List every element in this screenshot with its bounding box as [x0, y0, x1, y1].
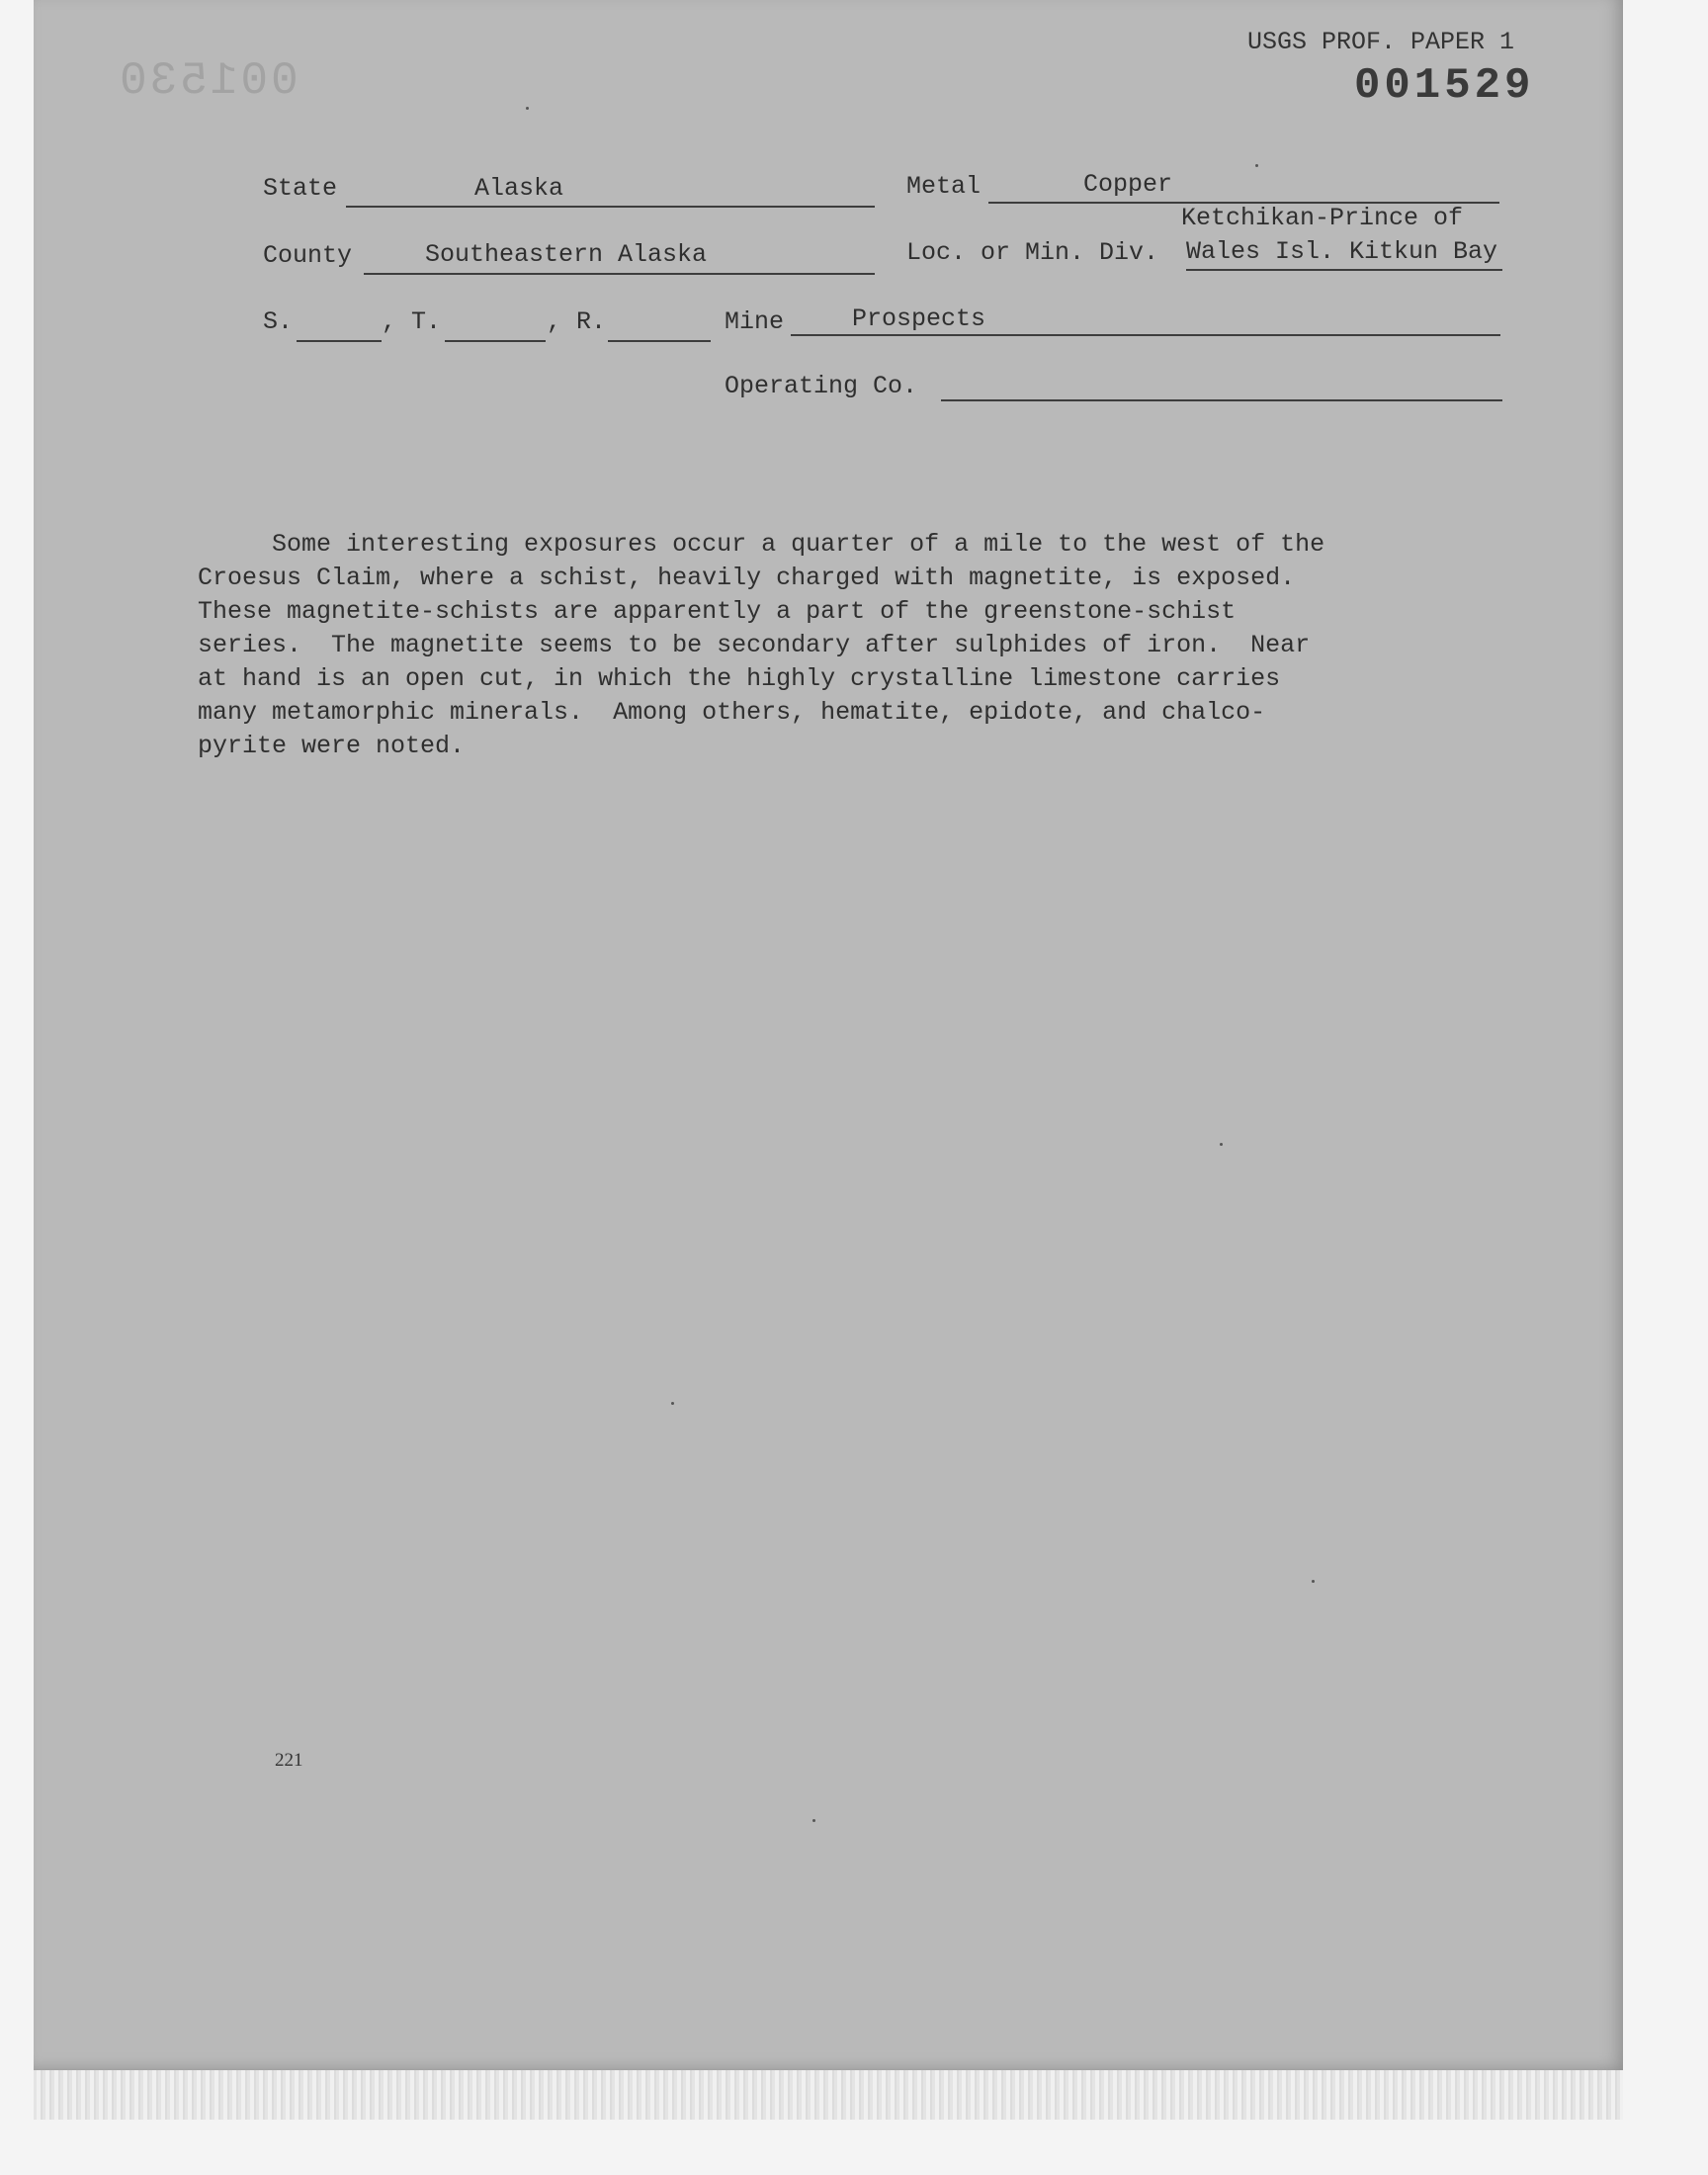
scan-speck: [1312, 1580, 1315, 1583]
operating-co-line: [941, 399, 1502, 401]
operating-co-label: Operating Co.: [725, 372, 918, 400]
mine-line: [791, 334, 1500, 336]
state-label: State: [263, 174, 338, 203]
county-line: [364, 273, 875, 275]
state-line: [346, 206, 875, 208]
scan-speck: [1220, 1143, 1223, 1146]
mine-label: Mine: [725, 307, 785, 336]
range-line: [608, 340, 711, 342]
description-paragraph: Some interesting exposures occur a quarter of a mile to the west of the Croesus Claim, where a schist, heavily charged with magnetite, is exposed. These magnetite-schists are apparently a part of the greenstone-schist series. The magnetite seems to be secondary after sulphides of iron. Near at hand is an open cut, in which the highly crystalline limestone carries many metamorphic minerals. Among others, hematite, epidote, and chalco- pyrite were noted.: [198, 530, 1325, 760]
township-label: , T.: [382, 307, 442, 336]
scan-speck: [671, 1402, 674, 1405]
scan-edge: [34, 2070, 1623, 2120]
state-value: Alaska: [474, 174, 564, 203]
faint-stamp-number: 001530: [117, 55, 299, 107]
range-label: , R.: [547, 307, 607, 336]
metal-label: Metal: [906, 172, 982, 201]
township-line: [445, 340, 546, 342]
county-label: County: [263, 241, 353, 270]
loc-value-line1: Ketchikan-Prince of: [1181, 204, 1464, 232]
loc-label: Loc. or Min. Div.: [906, 238, 1159, 267]
scan-speck: [526, 107, 529, 110]
loc-value-line2: Wales Isl. Kitkun Bay: [1186, 237, 1498, 266]
mine-value: Prospects: [852, 304, 986, 333]
scan-speck: [812, 1819, 815, 1822]
stamp-number: 001529: [1354, 61, 1535, 111]
page-number: 221: [275, 1750, 303, 1771]
section-label: S.: [263, 307, 294, 336]
section-line: [297, 340, 382, 342]
loc-line: [1186, 269, 1502, 271]
metal-value: Copper: [1083, 170, 1173, 199]
header-label: USGS PROF. PAPER 1: [1247, 28, 1515, 56]
scan-speck: [1255, 164, 1258, 167]
county-value: Southeastern Alaska: [425, 240, 708, 269]
